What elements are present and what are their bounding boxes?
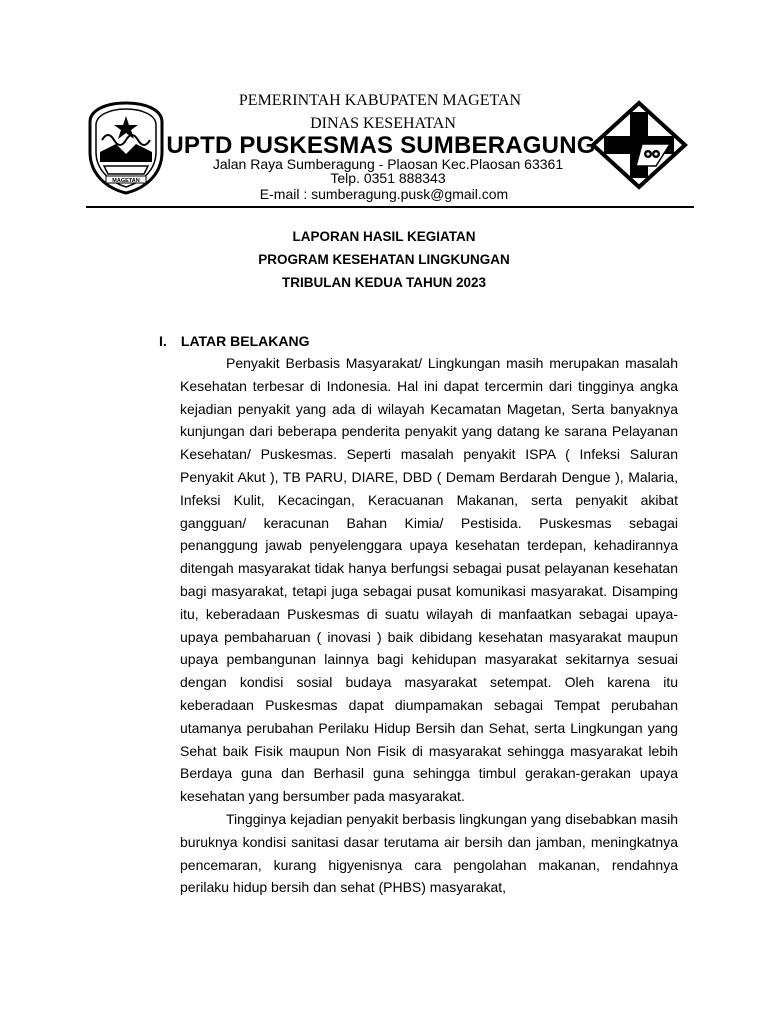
section-heading — [159, 333, 309, 349]
emblem-label: MAGETAN — [112, 178, 140, 184]
letterhead — [0, 0, 768, 220]
report-title-line-2: PROGRAM KESEHATAN LINGKUNGAN — [258, 252, 510, 267]
section-number: I. — [159, 333, 167, 349]
address-line: Jalan Raya Sumberagung - Plaosan Kec.Plaosan 63361 — [212, 156, 564, 172]
phone-line: Telp. 0351 888343 — [330, 170, 446, 186]
body-paragraph-2: Tingginya kejadian penyakit berbasis lingkungan yang disebabkan masih buruknya kondisi sanitasi dasar terutama air bersih dan jamban, meningkatnya pencemaran, kurang higyenisnya cara pengolahan makanan, rendahnya perilaku hidup bersih dan sehat (PHBS) masyarakat, — [180, 810, 678, 896]
section-body — [180, 352, 678, 899]
letterhead-divider — [86, 206, 694, 208]
section-title: LATAR BELAKANG — [180, 333, 310, 349]
body-paragraph-1: Penyakit Berbasis Masyarakat/ Lingkungan masih merupakan masalah Kesehatan terbesar di Indonesia. Hal ini dapat tercermin dari tingginya angka kejadian penyakit yang ada di wilayah Kecamatan Magetan, Serta banyaknya kunjungan dari beberapa penderita penyakit yang datang ke sarana Pelayanan Kesehatan/ Puskesmas. Seperti masalah penyakit ISPA ( Infeksi Saluran Penyakit Akut ), TB PARU, DIARE, DBD ( Demam Berdarah Dengue ), Malaria, Infeksi Kulit, Kecacingan, Keracuanan Makanan, serta penyakit akibat gangguan/ keracunan Bahan Kimia/ Pestisida. Puskesmas sebagai penanggung jawab penyelenggara upaya kesehatan terdepan, kehadirannya ditengah masyarakat tidak hanya berfungsi sebagai pusat pelayanan kesehatan bagi masyarakat, tetapi juga sebagai pusat komunikasi masyarakat. Disamping itu, keberadaan Puskesmas di suatu wilayah di manfaatkan sebagai upaya-upaya pembaharuan ( inovasi ) baik dibidang kesehatan masyarakat maupun upaya pembangunan lainnya bagi kehidupan masyarakat sekitarnya sesuai dengan kondisi sosial budaya masyarakat setempat. Oleh karena itu keberadaan Puskesmas dapat diumpamakan sebagai Tempat perubahan utamanya perubahan Perilaku Hidup Bersih dan Sehat, serta Lingkungan yang Sehat baik Fisik maupun Non Fisik di masyarakat sehingga masyarakat lebih Berdaya guna dan Berhasil guna sehingga timbul gerakan-gerakan upaya kesehatan yang bersumber pada masyarakat. — [180, 355, 678, 805]
department-name: DINAS KESEHATAN — [310, 115, 456, 132]
report-title-line-1: LAPORAN HASIL KEGIATAN — [292, 229, 476, 244]
email-line: E-mail : sumberagung.pusk@gmail.com — [259, 186, 509, 202]
government-name: PEMERINTAH KABUPATEN MAGETAN — [238, 92, 522, 109]
report-title-line-3: TRIBULAN KEDUA TAHUN 2023 — [281, 275, 487, 290]
organization-name: UPTD PUSKESMAS SUMBERAGUNG — [166, 132, 596, 159]
